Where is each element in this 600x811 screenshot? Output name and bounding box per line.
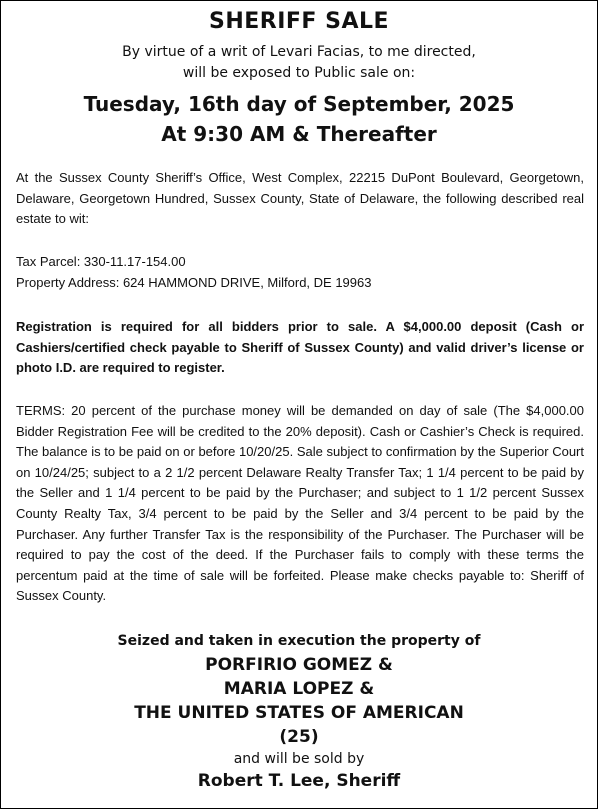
registration-requirement: Registration is required for all bidders prior to sale. A $4,000.00 deposit (Cash or Cashiers/certified check payable to Sheriff of Sussex County) and valid driver’s license or photo I.D. are required to register. — [16, 319, 584, 376]
sale-date — [1, 89, 597, 149]
seized-line: Seized and taken in execution the property of — [117, 633, 481, 649]
sheriff-name: Robert T. Lee, Sheriff — [197, 771, 401, 791]
property-address: Property Address: 624 HAMMOND DRIVE, Milford, DE 19963 — [16, 274, 372, 290]
intro-text — [1, 42, 597, 84]
sale-terms: TERMS: 20 percent of the purchase money will be demanded on day of sale (The $4,000.00 Bidder Registration Fee will be credited to the 20% deposit). Cash or Cashier’s Check is required. The balance is to be paid on or before 10/20/25. Sale subject to confirmation by the Superior Court on 10/24/25; subject to a 2 1/2 percent Delaware Realty Transfer Tax; 1 1/4 percent to be paid by the Seller and 1 1/4 percent to be paid by the Purchaser; and subject to 1 1/2 percent Sussex County Realty Tax, 3/4 percent to be paid by the Seller and 3/4 percent to be paid by the Purchaser. Any further Transfer Tax is the responsibility of the Purchaser. The Purchaser will be required to pay the cost of the deed. If the Purchaser fails to comply with these terms the percentum paid at the time of sale will be forfeited. Please make checks payable to: Sheriff of Sussex County. — [16, 403, 584, 604]
tax-parcel: Tax Parcel: 330-11.17-154.00 — [16, 254, 186, 269]
owner-3: THE UNITED STATES OF AMERICAN — [134, 703, 464, 723]
sale-location: At the Sussex County Sheriff’s Office, West Complex, 22215 DuPont Boulevard, Georgetown, Delaware, Georgetown Hundred, Sussex County, State of Delaware, the following described real estate to wit: — [16, 170, 584, 227]
intro-line-2: will be exposed to Public sale on: — [182, 65, 416, 81]
property-details — [16, 252, 584, 293]
owner-1: PORFIRIO GOMEZ & — [205, 655, 393, 675]
case-number: (25) — [279, 727, 319, 747]
sale-date-line: Tuesday, 16th day of September, 2025 — [83, 92, 515, 116]
sale-time-line: At 9:30 AM & Thereafter — [161, 122, 437, 146]
sold-by-line: and will be sold by — [233, 751, 365, 767]
notice-title: SHERIFF SALE — [208, 9, 390, 34]
intro-line-1: By virtue of a writ of Levari Facias, to me directed, — [122, 44, 476, 60]
owner-2: MARIA LOPEZ & — [223, 679, 375, 699]
property-owners — [1, 653, 597, 749]
